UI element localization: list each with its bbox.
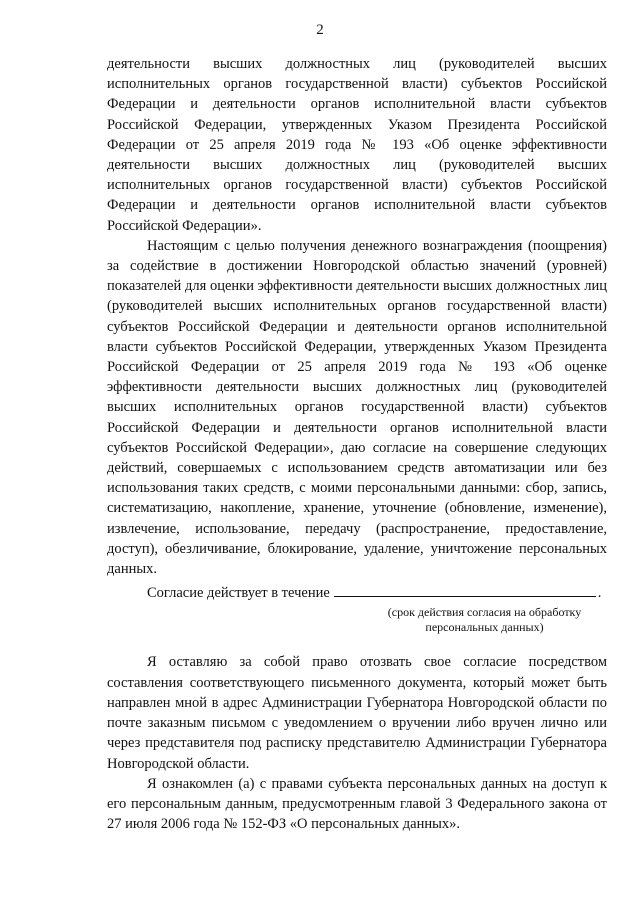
consent-hint-line-2: персональных данных) [425, 620, 544, 635]
page-number: 2 [316, 22, 324, 38]
consent-duration-line [107, 583, 607, 603]
paragraph-consent-statement: Настоящим с целью получения денежного вознаграждения (поощрения) за содействие в достижении Новгородской областью значений (уровней) показателей для оценки эффективности деятельности высших должностных лиц (руководителей высших исполнительных органов государственной власти) субъектов Российской Федерации и деятельности органов исполнительной власти субъектов Российской Федерации, утвержденных Указом Президента Российской Федерации от 25 апреля 2019 года № 193 «Об оценке эффективности деятельности высших должностных лиц (руководителей высших исполнительных органов государственной власти) субъектов Российской Федерации и деятельности органов исполнительной власти субъектов Российской Федерации», даю согласие на совершение следующих действий, совершаемых с использованием средств автоматизации или без использования таких средств, с моими персональными данными: сбор, запись, систематизацию, накопление, хранение, уточнение (обновление, изменение), извлечение, использование, передачу (распространение, предоставление, доступ), обезличивание, блокирование, удаление, уничтожение персональных данных. [107, 237, 607, 578]
consent-duration-blank[interactable] [334, 583, 596, 597]
consent-hint-line-1: (срок действия согласия на обработку [387, 605, 582, 620]
consent-duration-period: . [597, 585, 602, 602]
paragraph-revocation: Я оставляю за собой право отозвать свое согласие посредством составления соответствующего письменного документа, который может быть направлен мной в адрес Администрации Губернатора Новгородской области по почте заказным письмом с уведомлением о вручении либо вручен лично или через представителя под расписку представителю Администрации Губернатора Новгородской области. [107, 654, 607, 772]
consent-duration-hint [362, 605, 607, 635]
consent-duration-label: Согласие действует в течение [147, 585, 330, 602]
paragraph-acknowledgement: Я ознакомлен (а) с правами субъекта персональных данных на доступ к его персональным данным, предусмотренным главой 3 Федерального закона от 27 июля 2006 года № 152-ФЗ «О персональных данных». [107, 775, 607, 833]
document-body [107, 54, 607, 834]
paragraph-continuation: деятельности высших должностных лиц (руководителей высших исполнительных органов государственной власти) субъектов Российской Федерации и деятельности органов исполнительной власти субъектов Российской Федерации, утвержденных Указом Президента Российской Федерации от 25 апреля 2019 года № 193 «Об оценке эффективности деятельности высших должностных лиц (руководителей высших исполнительных органов государственной власти) субъектов Российской Федерации и деятельности органов исполнительной власти субъектов Российской Федерации». [107, 56, 607, 234]
